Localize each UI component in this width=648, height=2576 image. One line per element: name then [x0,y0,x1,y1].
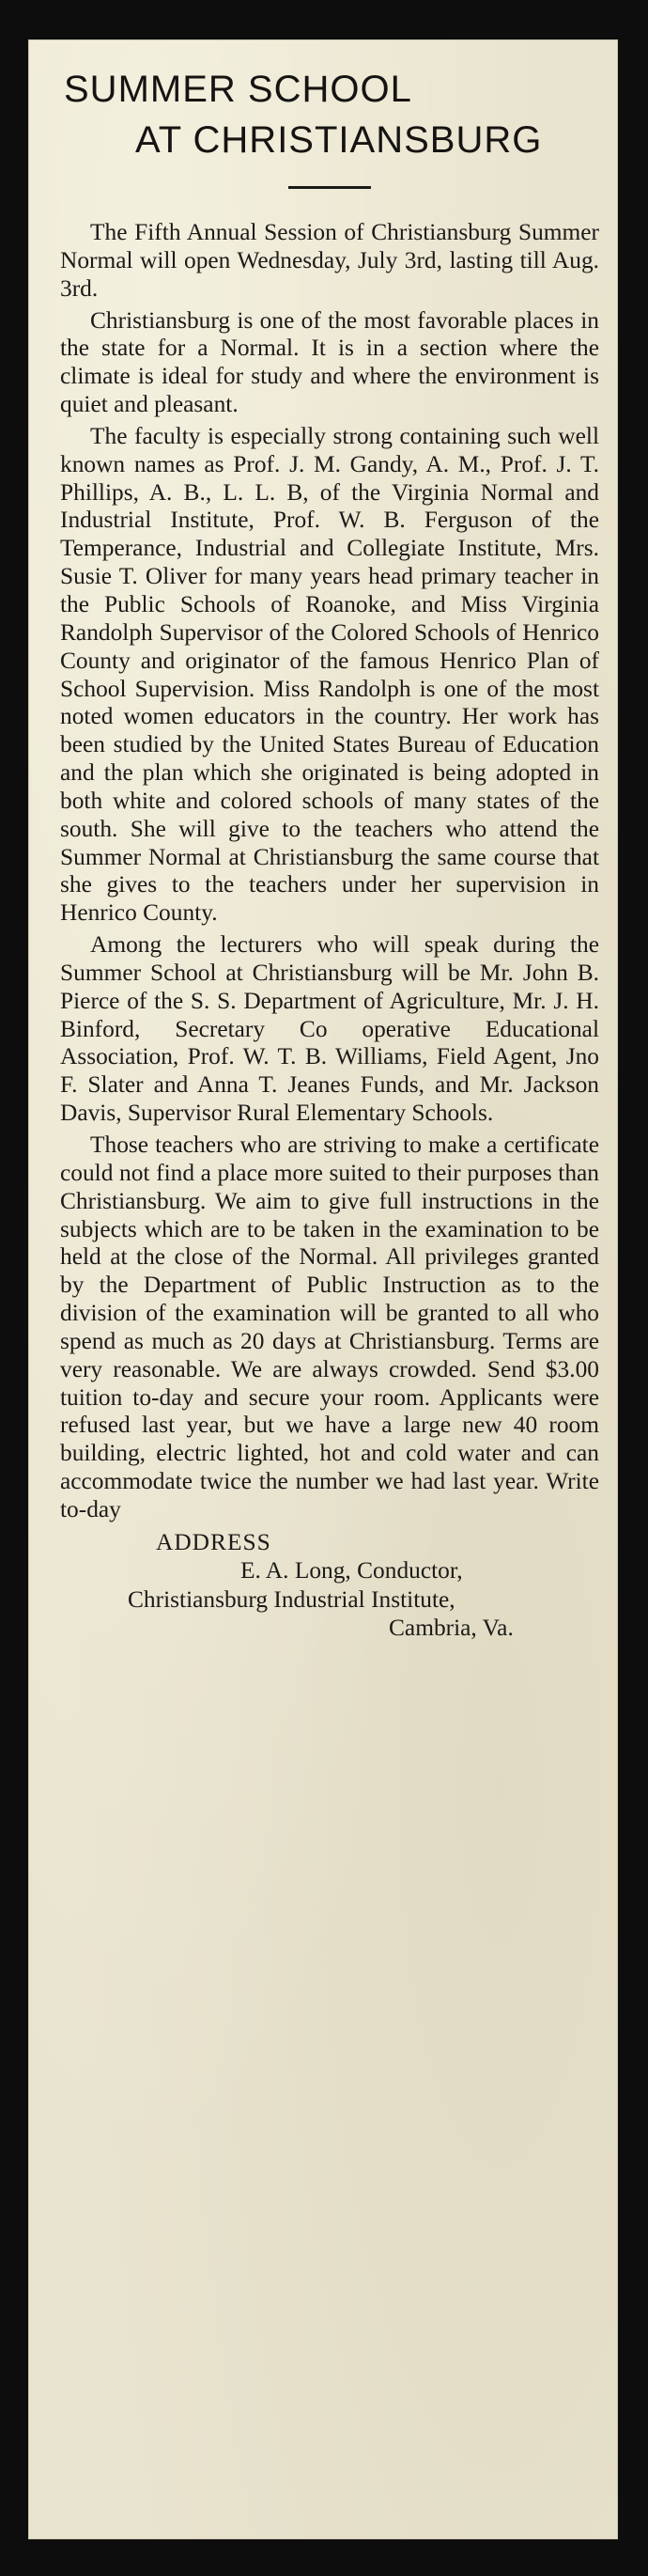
paragraph-location: Christiansburg is one of the most favorable places in the state for a Normal. It is in a section where the climate is ideal for study and where the environment is quiet and pleasant. [60,306,599,418]
paragraph-certificate: Those teachers who are striving to make a certificate could not find a place more suited to their purposes than Christiansburg. We aim to give full instructions in the subjects which are to be taken in the examination to be held at the close of the Normal. All privileges granted by the Department of Public Instruction as to the division of the examination will be granted to all who spend as much as 20 days at Christiansburg. Terms are very reasonable. We are always crowded. Send $3.00 tuition to-day and secure your room. Applicants were refused last year, but we have a large new 40 room building, electric lighted, hot and cold water and can accommodate twice the number we had last year. Write to-day [60,1132,599,1522]
signature-place: Cambria, Va. [389,1615,514,1642]
headline [60,64,599,165]
headline-line-2: AT CHRISTIANSBURG [135,119,543,161]
article-body [60,219,599,1524]
signature-address: ADDRESS [156,1528,271,1555]
paragraph-session-dates: The Fifth Annual Session of Christiansburg Summer Normal will open Wednesday, July 3rd, lasting till Aug. 3rd. [60,219,599,302]
headline-divider [288,186,371,189]
headline-line-1: SUMMER SCHOOL [64,69,412,110]
paragraph-faculty: The faculty is especially strong containing such well known names as Prof. J. M. Gandy, A. M., Prof. J. T. Phillips, A. B., L. L. B, of the Virginia Normal and Industrial Institute, Prof. W. B. Ferguson of the Temperance, Industrial and Collegiate Institute, Mrs. Susie T. Oliver for many years head primary teacher in the Public Schools of Roanoke, and Miss Virginia Randolph Supervisor of the Colored Schools of Henrico County and originator of the famous Henrico Plan of School Supervision. Miss Randolph is one of the most noted women educators in the country. Her work has been studied by the United States Bureau of Education and the plan which she originated is being adopted in both white and colored schools of many states of the south. She will give to the teachers who attend the Summer Normal at Christiansburg the same course that she gives to the teachers under her supervision in Henrico County. [60,422,599,927]
signature-block [60,1528,599,1643]
newspaper-clipping [28,39,618,2539]
signature-institution: Christiansburg Industrial Institute, [128,1585,455,1613]
paragraph-lecturers: Among the lecturers who will speak during the Summer School at Christiansburg will be Mr. John B. Pierce of the S. S. Department of Agriculture, Mr. J. H. Binford, Secretary Co operative Educational Association, Prof. W. T. B. Williams, Field Agent, Jno F. Slater and Anna T. Jeanes Funds, and Mr. Jackson Davis, Supervisor Rural Elementary Schools. [60,931,599,1127]
signature-name: E. A. Long, Conductor, [240,1557,463,1585]
